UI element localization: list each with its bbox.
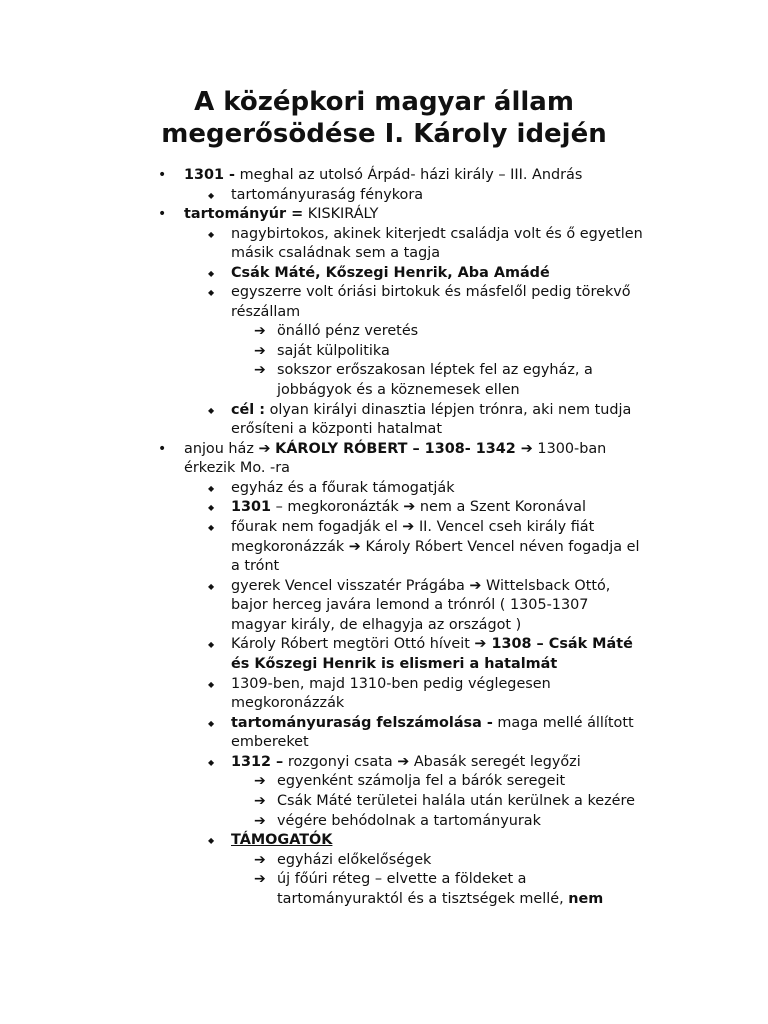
arrow-marker: ➔ [254, 362, 266, 378]
diamond-marker: ◆ [208, 582, 215, 591]
diamond-marker: ◆ [208, 503, 215, 512]
list-item: 1309-ben, majd 1310-ben pedig véglegesen [231, 676, 551, 692]
list-item-continuation: megkoronázzák ➔ Károly Róbert Vencel néven fogadja el [231, 539, 640, 555]
diamond-marker: ◆ [208, 406, 215, 415]
diamond-marker: ◆ [208, 269, 215, 278]
arrow-marker: ➔ [254, 323, 266, 339]
list-item: saját külpolitika [277, 343, 390, 359]
list-item: sokszor erőszakosan léptek fel az egyház, a [277, 362, 593, 378]
list-item-continuation: jobbágyok és a köznemesek ellen [277, 382, 520, 398]
list-item: gyerek Vencel visszatér Prágába ➔ Wittelsback Ottó, [231, 578, 611, 594]
list-item: egyenként számolja fel a bárók seregeit [277, 773, 566, 789]
list-item: tartományuraság felszámolása - maga mellé állított [231, 715, 634, 731]
list-item-continuation: bajor herceg javára lemond a trónról ( 1305-1307 [231, 597, 589, 613]
bullet-marker: • [158, 206, 167, 222]
list-item-continuation: megkoronázzák [231, 695, 345, 711]
arrow-marker: ➔ [254, 813, 266, 829]
arrow-marker: ➔ [254, 343, 266, 359]
list-item-continuation: embereket [231, 734, 309, 750]
title-line-2: megerősödése I. Károly idején [161, 119, 607, 149]
title-line-1: A középkori magyar állam [194, 87, 574, 117]
list-item: 1301 – megkoronázták ➔ nem a Szent Koronával [231, 499, 586, 515]
list-item: TÁMOGATÓK [231, 832, 333, 848]
diamond-marker: ◆ [208, 191, 215, 200]
bullet-marker: • [158, 167, 167, 183]
diamond-marker: ◆ [208, 836, 215, 845]
diamond-marker: ◆ [208, 758, 215, 767]
list-item: tartományúr = KISKIRÁLY [184, 206, 379, 222]
page-title [100, 86, 668, 150]
list-item: Károly Róbert megtöri Ottó híveit ➔ 1308 – Csák Máté [231, 636, 633, 652]
arrow-marker: ➔ [254, 793, 266, 809]
list-item: főurak nem fogadják el ➔ II. Vencel cseh király fiát [231, 519, 595, 535]
list-item-continuation: és Kőszegi Henrik is elismeri a hatalmát [231, 656, 558, 672]
list-item-continuation: magyar király, de elhagyja az országot ) [231, 617, 522, 633]
diamond-marker: ◆ [208, 230, 215, 239]
list-item-continuation: érkezik Mo. -ra [184, 460, 290, 476]
list-item: cél : olyan királyi dinasztia lépjen trónra, aki nem tudja [231, 402, 632, 418]
list-item: új főúri réteg – elvette a földeket a [277, 871, 527, 887]
list-item-continuation: erősíteni a központi hatalmat [231, 421, 442, 437]
diamond-marker: ◆ [208, 640, 215, 649]
list-item-continuation: másik családnak sem a tagja [231, 245, 441, 261]
list-item: anjou ház ➔ KÁROLY RÓBERT – 1308- 1342 ➔ 1300-ban [184, 441, 607, 457]
list-item: nagybirtokos, akinek kiterjedt családja volt és ő egyetlen [231, 226, 643, 242]
list-item: Csák Máté területei halála után kerülnek a kezére [277, 793, 635, 809]
list-item: önálló pénz veretés [277, 323, 419, 339]
arrow-marker: ➔ [254, 852, 266, 868]
diamond-marker: ◆ [208, 484, 215, 493]
list-item: egyház és a főurak támogatják [231, 480, 455, 496]
list-item: 1312 – rozgonyi csata ➔ Abasák seregét legyőzi [231, 754, 581, 770]
diamond-marker: ◆ [208, 680, 215, 689]
list-item-continuation: a trónt [231, 558, 280, 574]
arrow-marker: ➔ [254, 871, 266, 887]
list-item: végére behódolnak a tartományurak [277, 813, 541, 829]
diamond-marker: ◆ [208, 719, 215, 728]
list-item-continuation: részállam [231, 304, 301, 320]
list-item: 1301 - meghal az utolsó Árpád- házi király – III. András [184, 167, 583, 183]
diamond-marker: ◆ [208, 288, 215, 297]
list-item: egyházi előkelőségek [277, 852, 432, 868]
list-item: tartományuraság fénykora [231, 187, 424, 203]
list-item: Csák Máté, Kőszegi Henrik, Aba Amádé [231, 265, 550, 281]
arrow-marker: ➔ [254, 773, 266, 789]
bullet-marker: • [158, 441, 167, 457]
diamond-marker: ◆ [208, 523, 215, 532]
list-item-continuation: tartományuraktól és a tisztségek mellé, nem [277, 891, 604, 907]
list-item: egyszerre volt óriási birtokuk és másfelől pedig törekvő [231, 284, 631, 300]
